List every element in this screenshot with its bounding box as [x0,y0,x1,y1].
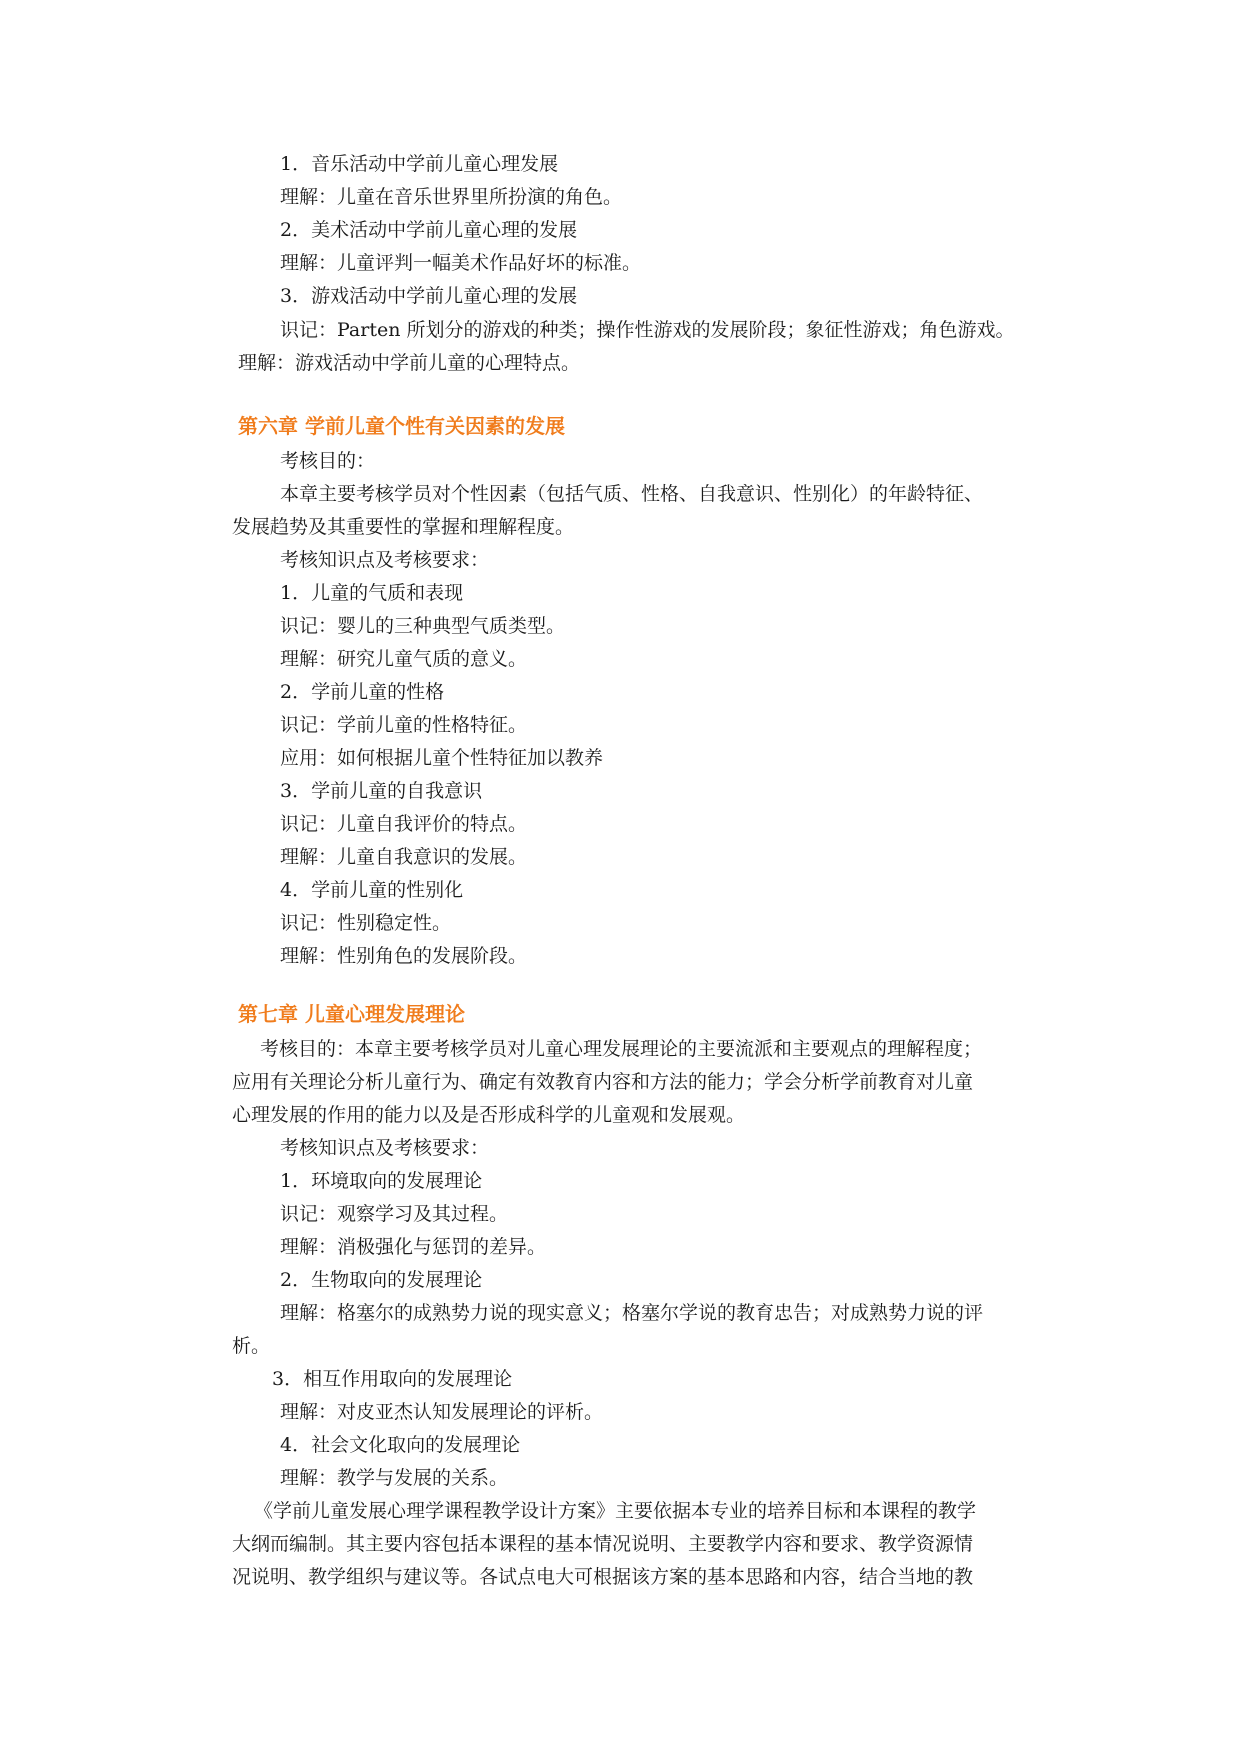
list-item: 1．儿童的气质和表现 [280,582,464,604]
list-item: 理解：性别角色的发展阶段。 [280,945,528,967]
list-item: 识记：性别稳定性。 [280,912,452,934]
list-item: 3．相互作用取向的发展理论 [272,1368,513,1390]
list-item: 理解：格塞尔的成熟势力说的现实意义；格塞尔学说的教育忠告；对成熟势力说的评 [280,1302,984,1324]
list-item: 2．学前儿童的性格 [280,681,445,703]
paragraph-line: 考核目的： [280,450,376,472]
paragraph-line: 考核知识点及考核要求： [280,1137,490,1159]
list-item: 析。 [232,1335,271,1357]
paragraph-line: 大纲而编制。其主要内容包括本课程的基本情况说明、主要教学内容和要求、教学资源情 [232,1533,974,1555]
list-item: 应用：如何根据儿童个性特征加以教养 [280,747,604,769]
list-item: 理解：研究儿童气质的意义。 [280,648,528,670]
list-item: 识记：婴儿的三种典型气质类型。 [280,615,566,637]
list-item: 理解：对皮亚杰认知发展理论的评析。 [280,1401,604,1423]
paragraph-line: 考核目的：本章主要考核学员对儿童心理发展理论的主要流派和主要观点的理解程度； [260,1038,983,1060]
list-item: 理解：儿童在音乐世界里所扮演的角色。 [280,186,623,208]
list-item: 3．学前儿童的自我意识 [280,780,483,802]
chapter-7-title: 第七章 儿童心理发展理论 [238,1002,465,1026]
list-item: 理解：游戏活动中学前儿童的心理特点。 [238,352,581,374]
list-item: 1．音乐活动中学前儿童心理发展 [280,153,559,175]
paragraph-line: 况说明、教学组织与建议等。各试点电大可根据该方案的基本思路和内容，结合当地的教 [232,1566,974,1588]
paragraph-line: 考核知识点及考核要求： [280,549,490,571]
paragraph-line: 《学前儿童发展心理学课程教学设计方案》主要依据本专业的培养目标和本课程的教学 [254,1500,977,1522]
list-item: 识记：儿童自我评价的特点。 [280,813,528,835]
list-item: 识记：学前儿童的性格特征。 [280,714,528,736]
list-item: 理解：教学与发展的关系。 [280,1467,509,1489]
paragraph-line: 本章主要考核学员对个性因素（包括气质、性格、自我意识、性别化）的年龄特征、 [280,483,984,505]
list-item: 理解：儿童自我意识的发展。 [280,846,528,868]
list-item: 1．环境取向的发展理论 [280,1170,483,1192]
list-item: 4．社会文化取向的发展理论 [280,1434,521,1456]
list-item: 2．美术活动中学前儿童心理的发展 [280,219,578,241]
list-item: 理解：消极强化与惩罚的差异。 [280,1236,547,1258]
list-item: 2．生物取向的发展理论 [280,1269,483,1291]
list-item: 4．学前儿童的性别化 [280,879,464,901]
list-item: 识记：观察学习及其过程。 [280,1203,509,1225]
list-item: 识记：Parten 所划分的游戏的种类；操作性游戏的发展阶段；象征性游戏；角色游戏。 [280,319,1015,341]
paragraph-line: 应用有关理论分析儿童行为、确定有效教育内容和方法的能力；学会分析学前教育对儿童 [232,1071,974,1093]
paragraph-line: 心理发展的作用的能力以及是否形成科学的儿童观和发展观。 [232,1104,746,1126]
list-item: 理解：儿童评判一幅美术作品好坏的标准。 [280,252,642,274]
chapter-6-title: 第六章 学前儿童个性有关因素的发展 [238,414,565,438]
list-item: 3．游戏活动中学前儿童心理的发展 [280,285,578,307]
paragraph-line: 发展趋势及其重要性的掌握和理解程度。 [232,516,575,538]
